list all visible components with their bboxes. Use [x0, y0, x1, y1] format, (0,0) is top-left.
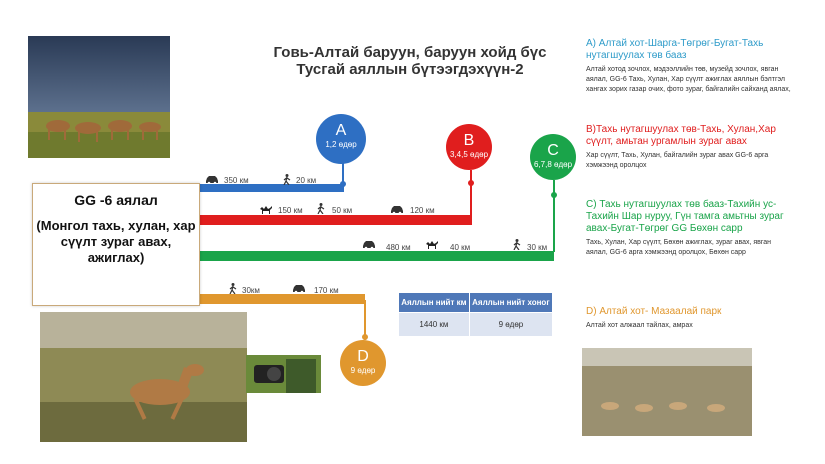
section-d [586, 306, 792, 331]
car-icon [205, 175, 219, 184]
totals-table [398, 292, 553, 337]
stop-c-circle [530, 134, 576, 180]
walker-icon [316, 203, 326, 214]
tour-description: (Монгол тахь, хулан, хар сүүлт зураг авах, ажиглах) [36, 218, 196, 265]
route-bar-a [198, 184, 344, 192]
section-d-heading: D) Алтай хот- Мазаалай парк [586, 306, 722, 317]
route-a-car-km: 350 км [224, 176, 249, 185]
camel-icon [259, 205, 273, 214]
section-b-heading: В)Тахь нутагшуулах төв-Тахь, Хулан,Хар сүүлт, амьтан ургамлын зураг авах [586, 124, 776, 147]
walker-icon [512, 239, 522, 250]
total-days-header: Аяллын нийт хоног [469, 293, 552, 313]
walker-icon [282, 174, 292, 185]
section-a [586, 38, 792, 95]
stop-c-letter: C [547, 142, 559, 159]
tour-title-box [32, 183, 200, 306]
stop-c-days: 6,7,8 өдөр [533, 160, 573, 169]
photo-camera [246, 355, 321, 393]
route-b-car-km: 120 км [410, 206, 435, 215]
section-c [586, 199, 792, 258]
camel-icon [425, 240, 439, 249]
tour-code: GG -6 аялал [74, 192, 158, 208]
title-line-1: Говь-Алтай баруун, баруун хойд бүс [273, 44, 547, 61]
route-b-walk-km: 50 км [332, 206, 353, 215]
page-title [250, 44, 570, 78]
connector-c-dot [551, 192, 557, 198]
route-bar-c [198, 251, 554, 261]
stop-d-letter: D [357, 348, 369, 365]
car-icon [362, 240, 376, 249]
section-c-heading: С) Тахь нутагшуулах төв бааз-Тахийн ус- Тахийн Шар нуруу, Гүн тамга амьтны зураг авах-Бугат-Төгрөг GG Бөхөн сарp [586, 199, 784, 234]
title-line-2: Тусгай аяллын бүтээгдэхүүн-2 [296, 61, 524, 78]
connector-c [553, 180, 555, 252]
route-bar-b [198, 215, 472, 225]
stop-d-circle [340, 340, 386, 386]
photo-takhi-herd [28, 36, 170, 158]
route-b-camel-km: 150 км [278, 206, 303, 215]
connector-b [470, 170, 472, 215]
route-c-car-km: 480 км [386, 243, 411, 252]
section-c-body: Тахь, Хулан, Хар сүүлт, Бөхөн ажиглах, зураг авах, явган аялал, GG-6 арга хэмжээнд оролцох, Бөхөн сарp [586, 239, 772, 256]
connector-a-dot [340, 181, 346, 187]
stop-b-circle [446, 124, 492, 170]
route-d-car-km: 170 км [314, 286, 339, 295]
section-a-heading: А) Алтай хот-Шарга-Төгрөг-Бугат-Тахь нутагшуулах төв бааз [586, 38, 764, 61]
route-c-camel-km: 40 км [450, 243, 471, 252]
photo-takhi-running [40, 312, 247, 442]
section-b [586, 124, 792, 171]
stop-b-days: 3,4,5 өдөр [449, 150, 489, 159]
total-days-value: 9 өдөр [469, 313, 552, 337]
connector-b-dot [468, 180, 474, 186]
route-c-walk-km: 30 км [527, 243, 548, 252]
route-d-walk-km: 30км [242, 286, 260, 295]
total-km-value: 1440 км [399, 313, 470, 337]
stop-b-letter: B [463, 132, 475, 149]
stop-a-letter: A [335, 122, 347, 139]
photo-antelopes [582, 348, 752, 436]
section-a-body: Алтай хотод зочлох, мэдээллийн төв, музейд зочлох, явган аялал, GG-6 Тахь, Хулан, Хар сүүлт ажиглах аяллын бэлтгэл хангах зорих газар очих, фото зураг, байгалийн сайханд аялах, [586, 66, 791, 93]
stop-a-days: 1,2 өдөр [325, 140, 357, 149]
route-bar-d [198, 294, 365, 304]
stop-a-circle [316, 114, 366, 164]
route-a-walk-km: 20 км [296, 176, 317, 185]
stop-d-days: 9 өдөр [350, 366, 376, 375]
car-icon [390, 205, 404, 214]
car-icon [292, 284, 306, 293]
walker-icon [228, 283, 238, 294]
section-d-body: Алтай хот алжаал тайлах, амрах [586, 322, 693, 329]
section-b-body: Хар сүүлт, Тахь, Хулан, байгалийн зураг авах GG-6 арга хэмжээнд оролцох [586, 152, 769, 169]
total-km-header: Аяллын нийт км [399, 293, 470, 313]
